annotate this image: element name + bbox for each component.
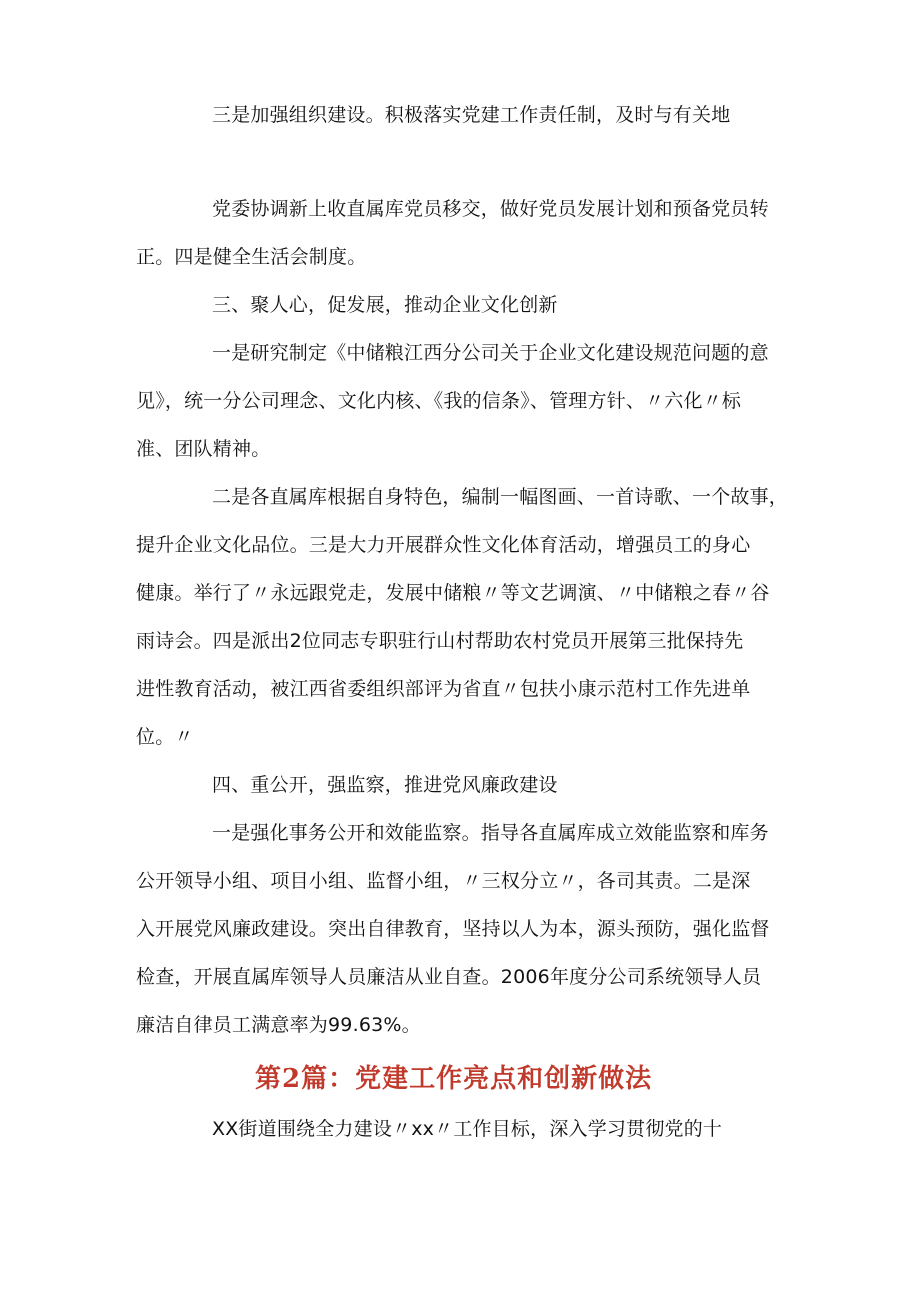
paragraph-line: 见》，统一分公司理念、文化内核、《我的信条》、管理方针、〃六化〃标 <box>136 390 742 412</box>
paragraph-line: 雨诗会。四是派出2位同志专职驻行山村帮助农村党员开展第三批保持先 <box>136 630 744 652</box>
paragraph-line: 位。〃 <box>136 726 194 748</box>
paragraph-line: 廉洁自律员工满意率为99.63%。 <box>136 1014 421 1036</box>
paragraph-line: 进性教育活动，被江西省委组织部评为省直〃包扶小康示范村工作先进单 <box>136 678 751 700</box>
paragraph-line: 提升企业文化品位。三是大力开展群众性文化体育活动，增强员工的身心 <box>136 534 751 556</box>
section-title: 第2篇：党建工作亮点和创新做法 <box>255 1064 653 1094</box>
paragraph-line: 二是各直属库根据自身特色，编制一幅图画、一首诗歌、一个故事， <box>212 486 789 508</box>
paragraph-line: 健康。举行了〃永远跟党走，发展中储粮〃等文艺调演、〃中储粮之春〃谷 <box>136 582 770 604</box>
paragraph-line: 一是研究制定《中储粮江西分公司关于企业文化建设规范问题的意 <box>212 342 769 364</box>
paragraph-line: 三是加强组织建设。积极落实党建工作责任制，及时与有关地 <box>212 104 731 126</box>
paragraph-line: 检查，开展直属库领导人员廉洁从业自查。2006年度分公司系统领导人员 <box>136 966 762 988</box>
paragraph-line: XX街道围绕全力建设〃xx〃工作目标，深入学习贯彻党的十 <box>212 1118 723 1140</box>
paragraph-line: 公开领导小组、项目小组、监督小组，〃三权分立〃，各司其责。二是深 <box>136 870 751 892</box>
paragraph-line: 准、团队精神。 <box>136 438 271 460</box>
section-heading: 四、重公开，强监察，推进党风廉政建设 <box>212 774 558 796</box>
paragraph-line: 党委协调新上收直属库党员移交，做好党员发展计划和预备党员转 <box>212 198 769 220</box>
paragraph-line: 一是强化事务公开和效能监察。指导各直属库成立效能监察和库务 <box>212 822 769 844</box>
section-heading: 三、聚人心，促发展，推动企业文化创新 <box>212 294 558 316</box>
paragraph-line: 入开展党风廉政建设。突出自律教育，坚持以人为本，源头预防，强化监督 <box>136 918 770 940</box>
paragraph-line: 正。四是健全生活会制度。 <box>136 246 367 268</box>
